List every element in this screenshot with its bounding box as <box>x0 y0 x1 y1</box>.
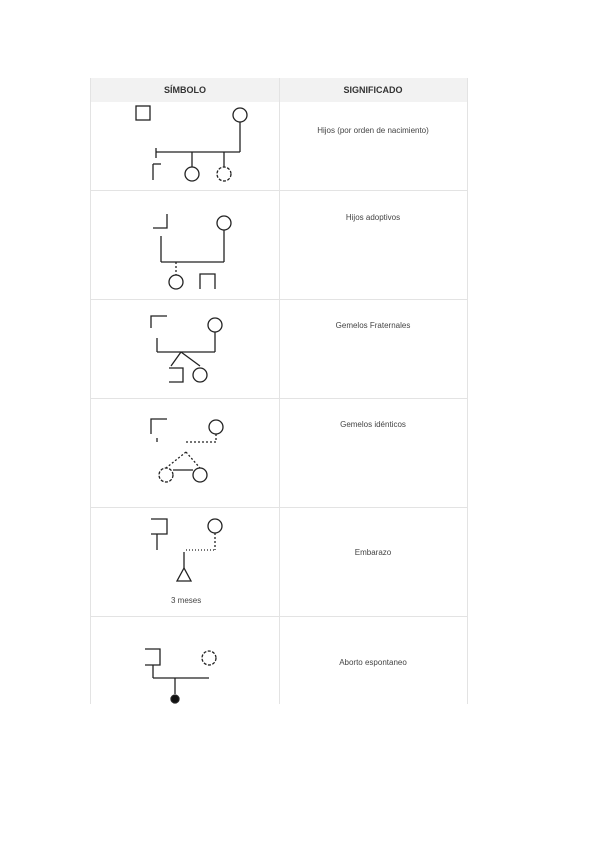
row-1-meaning: Hijos (por orden de nacimiento) <box>317 126 429 135</box>
adopted-child-circle <box>169 275 183 289</box>
daughter-circle <box>217 167 231 181</box>
pregnancy-duration-note: 3 meses <box>171 596 202 605</box>
children-birth-order-symbol <box>136 106 247 181</box>
row-5-meaning: Embarazo <box>354 548 392 557</box>
miscarriage-dot <box>171 695 179 703</box>
mother-circle <box>202 651 216 665</box>
genogram-symbol-table <box>90 78 468 704</box>
fraternal-twins-symbol <box>151 316 222 382</box>
twin-circle <box>193 368 207 382</box>
identical-twins-symbol <box>151 419 223 482</box>
father-square <box>136 106 150 120</box>
mother-circle <box>209 420 223 434</box>
header-symbol: SÍMBOLO <box>164 85 206 95</box>
twin-circle <box>193 468 207 482</box>
row-4-meaning: Gemelos idénticos <box>340 420 406 429</box>
row-3-meaning: Gemelos Fraternales <box>335 321 411 330</box>
mother-circle <box>208 519 222 533</box>
row-2-meaning: Hijos adoptivos <box>345 213 401 222</box>
column-divider <box>279 78 280 704</box>
pregnancy-triangle <box>177 568 191 581</box>
daughter-circle <box>185 167 199 181</box>
row-6-meaning: Aborto espontaneo <box>339 658 407 667</box>
mother-circle <box>233 108 247 122</box>
spontaneous-abortion-symbol <box>145 649 216 703</box>
twin-circle <box>159 468 173 482</box>
mother-circle <box>217 216 231 230</box>
genogram-symbols <box>91 78 279 704</box>
mother-circle <box>208 318 222 332</box>
header-meaning: SIGNIFICADO <box>343 85 403 95</box>
adopted-children-symbol <box>153 214 231 289</box>
pregnancy-symbol <box>151 519 222 581</box>
